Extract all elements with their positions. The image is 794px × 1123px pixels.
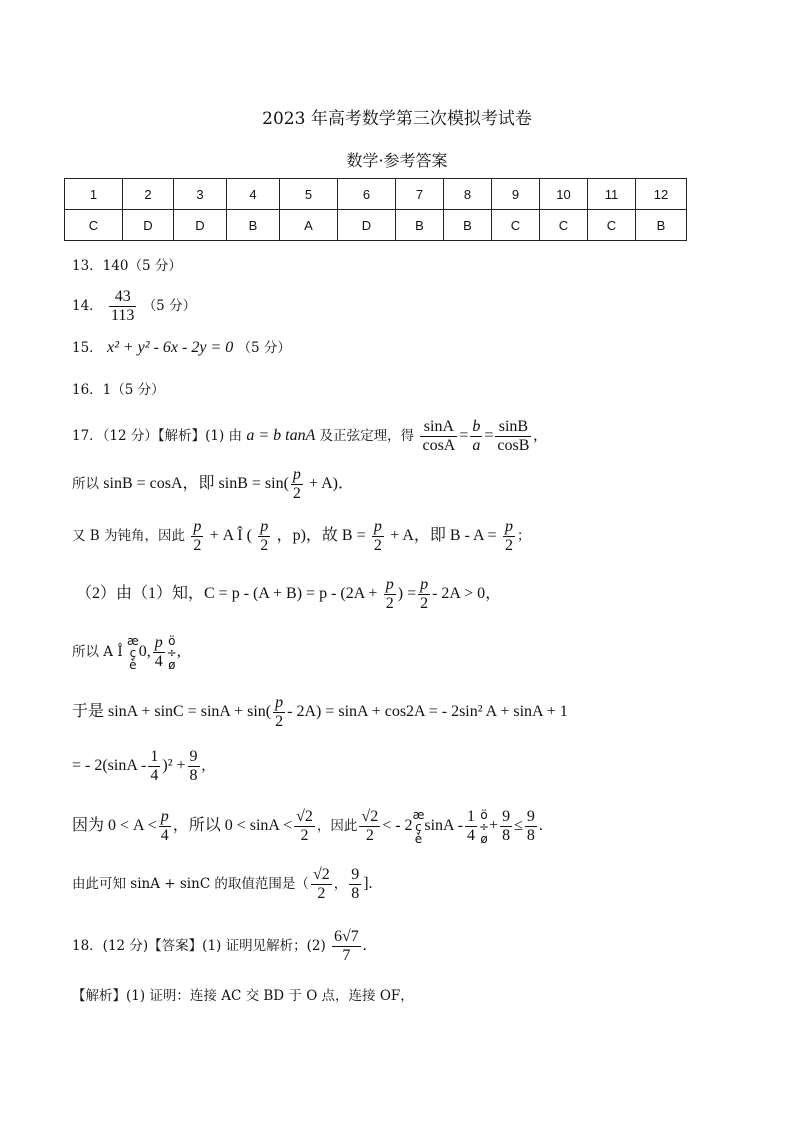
q17-line-8: 因为 0 < A < $\frac{p}{4}$ ，所以 0 < sinA < $\frac{√2}{2}$ ，因此 $\frac{√2}{2}$ < - 2æ ç èsinA - $\frac{1}{4}$ ö ÷ ø+ $\frac{9}{8}$ ≤ $\frac{9}{8}$ . bbox=[72, 807, 543, 846]
frac bbox=[525, 808, 537, 845]
den: 2 bbox=[365, 827, 374, 844]
answer-number-cell: 1 bbox=[65, 179, 123, 210]
num: 9 bbox=[526, 808, 535, 825]
text: ，因此 bbox=[316, 818, 358, 834]
frac bbox=[503, 518, 515, 555]
expr: + bbox=[489, 817, 499, 834]
frac-sinA-cosA bbox=[420, 418, 457, 455]
den: 8 bbox=[189, 767, 198, 784]
expr: ，所以 0 < sinA < bbox=[172, 817, 293, 834]
frac bbox=[359, 808, 380, 845]
expr: 因为 0 < A < bbox=[72, 817, 157, 834]
answer-letter-cell: B bbox=[444, 210, 492, 241]
expr: ) = bbox=[397, 585, 417, 602]
num: sinA bbox=[420, 418, 457, 437]
answer-15-expr: x² + y² - 6x - 2y = 0 bbox=[106, 339, 234, 356]
expr: - 2A) = sinA + cos2A = - 2sin² A + sinA + 1 bbox=[287, 703, 568, 720]
num: 9 bbox=[189, 748, 198, 765]
punct: ； bbox=[517, 528, 531, 544]
q18-line-1: 18．(12 分)【答案】(1) 证明见解析；(2) $\frac{6√7}{7}$ . bbox=[72, 928, 367, 964]
expr: sinA - bbox=[424, 817, 464, 834]
num: 1 bbox=[150, 748, 159, 765]
frac bbox=[500, 808, 512, 845]
text: ， bbox=[333, 876, 348, 892]
answer-number-cell: 7 bbox=[396, 179, 444, 210]
answer-13: 13．140（5 分） bbox=[72, 258, 182, 274]
frac bbox=[349, 866, 361, 903]
num: p bbox=[385, 576, 394, 593]
page-subtitle: 数学·参考答案 bbox=[346, 151, 448, 170]
frac bbox=[188, 748, 200, 785]
fraction-denominator: 113 bbox=[110, 307, 135, 324]
den: 2 bbox=[300, 827, 309, 844]
expr: 于是 sinA + sinC = sinA + sin( bbox=[72, 703, 272, 720]
expr: < - 2 bbox=[382, 817, 413, 834]
den: 2 bbox=[385, 595, 394, 612]
expr: + A Î ( bbox=[209, 527, 252, 544]
den: 2 bbox=[505, 537, 513, 554]
den: 4 bbox=[150, 767, 159, 784]
expr: + A)． bbox=[304, 475, 354, 492]
answer-15-label: 15． bbox=[72, 340, 103, 356]
answer-letter-cell: C bbox=[492, 210, 540, 241]
answer-number-cell: 2 bbox=[123, 179, 174, 210]
den: 7 bbox=[342, 947, 351, 964]
page-title: 2023 年高考数学第三次模拟考试卷 bbox=[262, 109, 532, 129]
q17-line-9 bbox=[72, 866, 373, 903]
num: p bbox=[260, 518, 269, 535]
num: √2 bbox=[312, 866, 330, 883]
expr: + A，即 B - A = bbox=[390, 527, 497, 544]
q18-head: 18．(12 分)【答案】(1) 证明见解析；(2) bbox=[72, 938, 326, 954]
frac bbox=[384, 576, 396, 613]
expr: ≤ bbox=[514, 817, 523, 834]
q17-head: 17．（12 分）【解析】(1) 由 bbox=[72, 428, 243, 444]
num: sinB bbox=[495, 418, 531, 437]
num: 6√7 bbox=[334, 928, 359, 945]
answer-number-cell: 11 bbox=[588, 179, 636, 210]
num: 9 bbox=[502, 808, 511, 825]
q17-line-1: 17．（12 分）【解析】(1) 由 a = b tanA 及正弦定理，得 $\frac{\sin A}{\cos A}$ = $\frac{b}{a}$ = $\frac{\sin B}{\cos B}$ , bbox=[72, 418, 538, 454]
den: cosA bbox=[422, 437, 456, 454]
den: 8 bbox=[351, 885, 360, 902]
answer-14-fraction bbox=[109, 288, 136, 325]
expr: sinB = cosA，即 sinB = sin( bbox=[103, 475, 289, 492]
answer-number-cell: 3 bbox=[174, 179, 227, 210]
q18-answer-fraction bbox=[332, 928, 361, 965]
answer-letter-cell: D bbox=[338, 210, 396, 241]
expr: 0, bbox=[138, 643, 151, 660]
answer-number-cell: 8 bbox=[444, 179, 492, 210]
den: 2 bbox=[292, 485, 301, 502]
q17-line-5: 所以 A Î æ ç è0, $\frac{p}{4}$ ö ÷ ø, bbox=[72, 633, 181, 672]
den: 4 bbox=[154, 653, 163, 670]
frac bbox=[273, 694, 285, 731]
den: 2 bbox=[193, 537, 202, 554]
bracket-open: æ ç è bbox=[126, 633, 139, 672]
text: 由此可知 sinA + sinC 的取值范围是（ bbox=[72, 876, 309, 892]
num: √2 bbox=[296, 808, 313, 825]
den: 8 bbox=[502, 827, 511, 844]
frac bbox=[418, 576, 430, 613]
answer-letter-cell: B bbox=[396, 210, 444, 241]
q17-line-2 bbox=[72, 466, 354, 503]
q17-line-3 bbox=[72, 518, 531, 555]
text: 所以 bbox=[72, 476, 99, 492]
text: 所以 A Î bbox=[72, 644, 123, 660]
answer-letter-cell: B bbox=[636, 210, 687, 241]
den: 2 bbox=[373, 537, 382, 554]
num: b bbox=[472, 418, 481, 435]
answer-number-cell: 6 bbox=[338, 179, 396, 210]
frac bbox=[311, 866, 332, 903]
answer-number-cell: 5 bbox=[280, 179, 338, 210]
answer-14-label: 14． bbox=[72, 298, 103, 314]
text: 又 B 为钝角，因此 bbox=[72, 528, 186, 544]
den: 2 bbox=[420, 595, 429, 612]
den: 2 bbox=[275, 713, 284, 730]
num: p bbox=[505, 518, 513, 535]
num: p bbox=[373, 518, 382, 535]
answer-letter-cell: D bbox=[123, 210, 174, 241]
num: p bbox=[160, 808, 169, 825]
frac bbox=[191, 518, 203, 555]
answer-number-cell: 4 bbox=[227, 179, 280, 210]
answer-15 bbox=[72, 338, 291, 358]
q17-condition: a = b tanA bbox=[246, 427, 316, 444]
den: 2 bbox=[260, 537, 269, 554]
answer-letter-row bbox=[65, 210, 687, 241]
bracket-close: ö ÷ ø bbox=[479, 807, 490, 846]
answer-16: 16．1（5 分） bbox=[72, 382, 165, 398]
frac-b-a bbox=[470, 418, 482, 455]
frac bbox=[372, 518, 384, 555]
answer-number-cell: 12 bbox=[636, 179, 687, 210]
num: p bbox=[292, 466, 301, 483]
num: p bbox=[193, 518, 202, 535]
expr: = - 2(sinA - bbox=[72, 757, 147, 774]
frac-p-2 bbox=[291, 466, 303, 503]
answer-number-cell: 9 bbox=[492, 179, 540, 210]
answer-number-row bbox=[65, 179, 687, 210]
frac bbox=[153, 634, 165, 671]
num: p bbox=[275, 694, 284, 711]
q17-line-7: = - 2(sinA - $\frac{1}{4}$ )² + $\frac{9}{8}$ , bbox=[72, 748, 206, 784]
bracket-open: æ ç è bbox=[412, 807, 425, 846]
answer-table bbox=[64, 178, 687, 241]
num: p bbox=[154, 634, 163, 651]
num: p bbox=[420, 576, 429, 593]
den: 4 bbox=[467, 827, 476, 844]
frac bbox=[148, 748, 160, 785]
frac bbox=[258, 518, 270, 555]
den: cosB bbox=[497, 437, 530, 454]
answer-letter-cell: C bbox=[588, 210, 636, 241]
expr: )² + bbox=[162, 757, 186, 774]
q17-mid: 及正弦定理，得 bbox=[319, 428, 415, 444]
answer-15-score: （5 分） bbox=[237, 340, 291, 356]
answer-letter-cell: C bbox=[65, 210, 123, 241]
den: 8 bbox=[526, 827, 535, 844]
den: a bbox=[472, 437, 481, 454]
q18-solution: 【解析】(1) 证明：连接 AC 交 BD 于 O 点，连接 OF， bbox=[72, 988, 414, 1004]
answer-14-score: （5 分） bbox=[142, 298, 197, 314]
frac bbox=[294, 808, 315, 845]
q17-line-4 bbox=[76, 576, 501, 613]
bracket-close: ö ÷ ø bbox=[166, 633, 177, 672]
expr: （2）由（1）知，C = p - (A + B) = p - (2A + bbox=[76, 585, 378, 602]
answer-14 bbox=[72, 288, 196, 325]
answer-letter-cell: A bbox=[280, 210, 338, 241]
answer-letter-cell: D bbox=[174, 210, 227, 241]
num: 1 bbox=[467, 808, 476, 825]
frac bbox=[159, 808, 171, 845]
expr: - 2A > 0， bbox=[432, 585, 502, 602]
expr: ]. bbox=[363, 875, 373, 892]
frac bbox=[465, 808, 477, 845]
num: 9 bbox=[351, 866, 360, 883]
answer-number-cell: 10 bbox=[540, 179, 588, 210]
answer-letter-cell: B bbox=[227, 210, 280, 241]
answer-letter-cell: C bbox=[540, 210, 588, 241]
den: 2 bbox=[317, 885, 326, 902]
frac-sinB-cosB bbox=[495, 418, 531, 455]
expr: ，p)，故 B = bbox=[276, 527, 366, 544]
den: 4 bbox=[160, 827, 169, 844]
q17-line-6 bbox=[72, 694, 568, 731]
num: √2 bbox=[361, 808, 379, 825]
fraction-numerator: 43 bbox=[109, 288, 136, 307]
